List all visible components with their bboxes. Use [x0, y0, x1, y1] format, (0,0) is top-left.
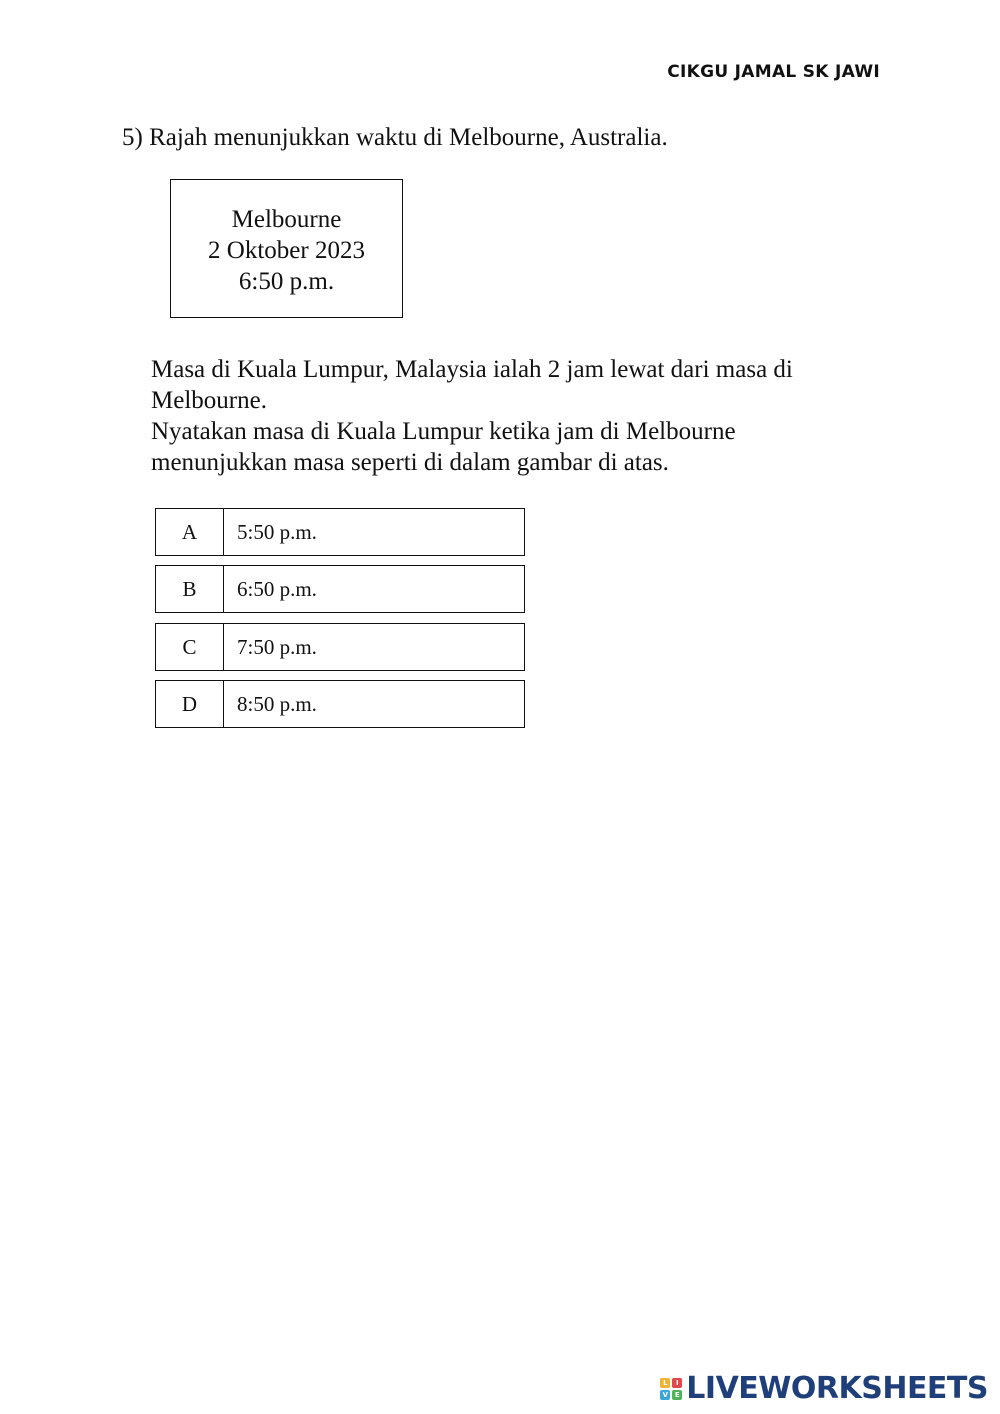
- logo-grid-icon: [660, 1378, 682, 1400]
- time-box-time: 6:50 p.m.: [238, 268, 335, 295]
- logo-square-e: E: [672, 1390, 682, 1400]
- option-b[interactable]: [155, 565, 525, 613]
- logo-text: LIVEWORKSHEETS: [686, 1371, 988, 1406]
- paragraph-line-1: Masa di Kuala Lumpur, Malaysia ialah 2 jam lewat dari masa di Melbourne.: [151, 356, 793, 414]
- time-box-city: Melbourne: [231, 206, 342, 233]
- paragraph-line-2: Nyatakan masa di Kuala Lumpur ketika jam di Melbourne menunjukkan masa seperti di dalam gambar di atas.: [151, 418, 736, 476]
- option-a[interactable]: [155, 508, 525, 556]
- logo-square-v: V: [660, 1390, 670, 1400]
- header-brand: CIKGU JAMAL SK JAWI: [667, 62, 880, 82]
- question-text: 5) Rajah menunjukkan waktu di Melbourne, Australia.: [122, 124, 668, 151]
- option-letter: C: [156, 624, 224, 670]
- liveworksheets-logo: [660, 1371, 988, 1406]
- time-box-date: 2 Oktober 2023: [208, 237, 365, 264]
- melbourne-time-box: [170, 179, 403, 318]
- option-value: 7:50 p.m.: [237, 634, 317, 659]
- option-letter: B: [156, 566, 224, 612]
- option-value: 8:50 p.m.: [237, 691, 317, 716]
- option-letter: A: [156, 509, 224, 555]
- logo-square-l: L: [660, 1378, 670, 1388]
- option-letter: D: [156, 681, 224, 727]
- option-value: 5:50 p.m.: [237, 519, 317, 544]
- question-paragraph: [151, 354, 871, 478]
- option-c[interactable]: [155, 623, 525, 671]
- option-d[interactable]: [155, 680, 525, 728]
- logo-square-i: I: [672, 1378, 682, 1388]
- option-value: 6:50 p.m.: [237, 576, 317, 601]
